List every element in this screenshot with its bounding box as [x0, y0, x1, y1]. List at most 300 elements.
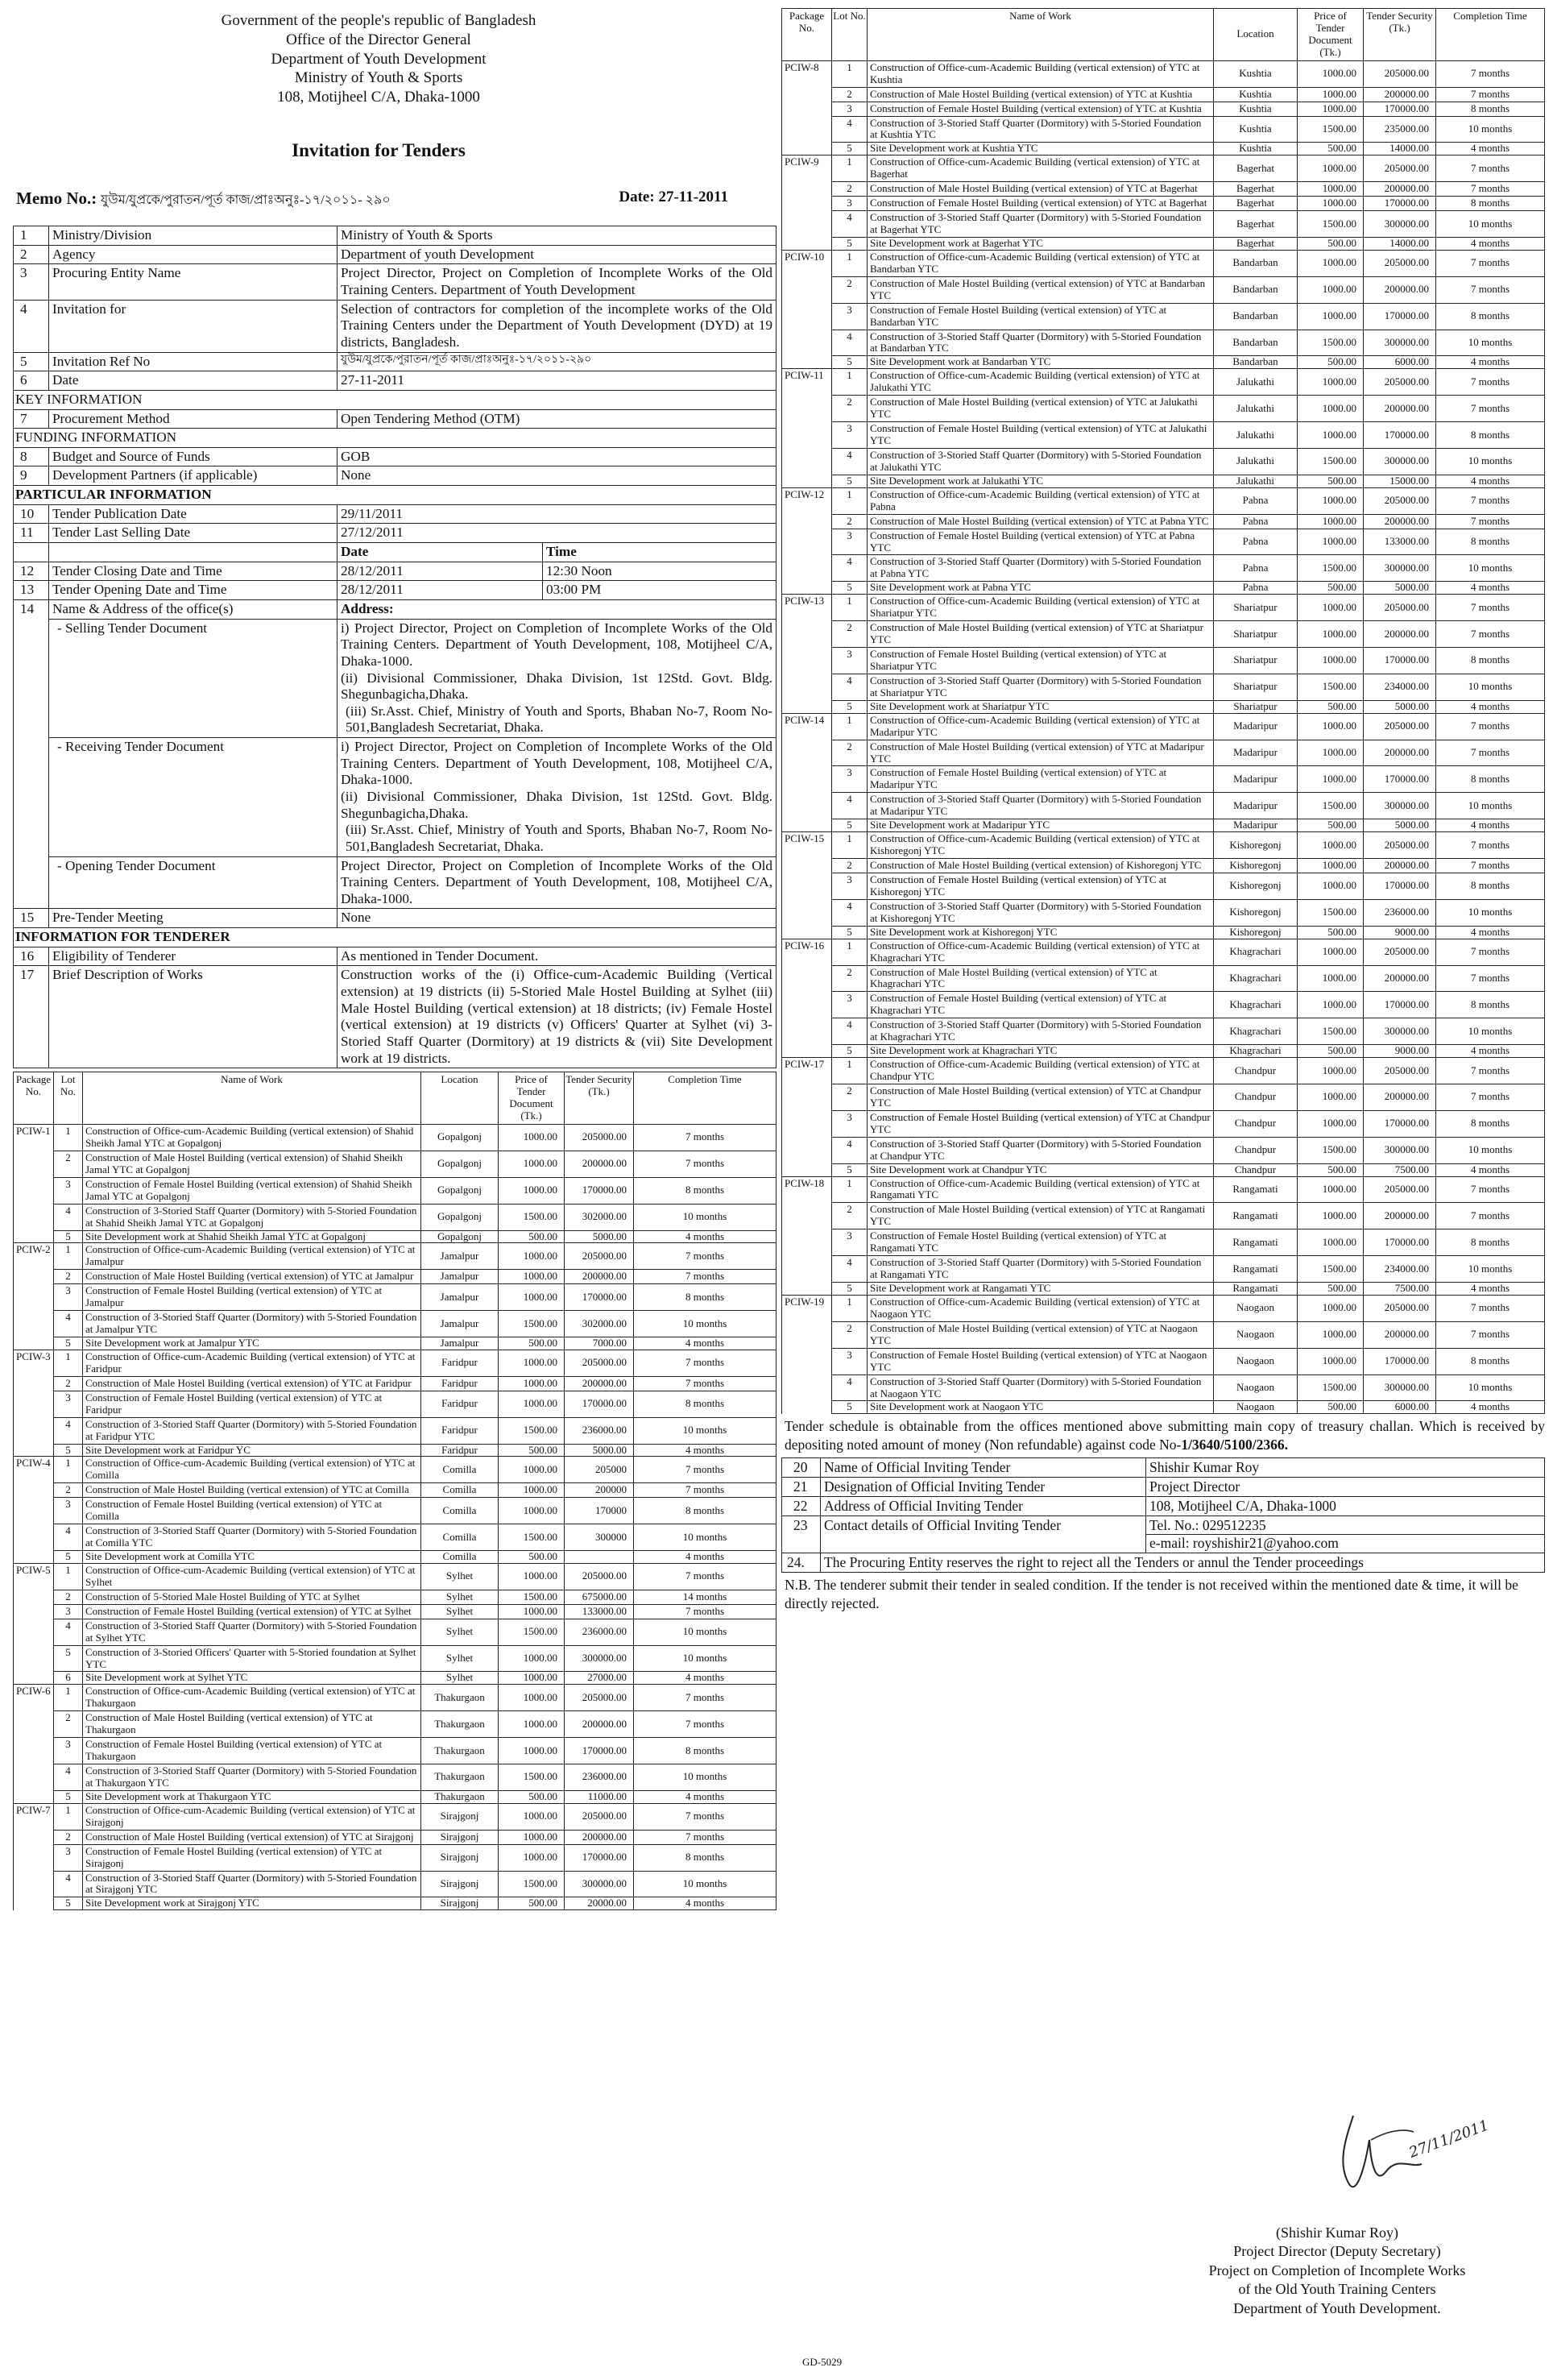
completion-time: 7 months [634, 1685, 776, 1711]
package-number [782, 700, 832, 713]
lot-row [14, 1830, 776, 1844]
work-name: Construction of Office-cum-Academic Building (vertical extension) of YTC at Bandarban YTC [868, 250, 1214, 276]
time-heading: Time [543, 543, 776, 562]
tender-security: 205000.00 [1364, 713, 1436, 740]
document-price: 1000.00 [499, 1284, 565, 1311]
document-price: 1000.00 [1298, 740, 1364, 766]
address-line: (iii) Sr.Asst. Chief, Ministry of Youth and Sports, Bhaban No-7, Room No-501,Bangladesh Secretariat, Dhaka. [346, 822, 772, 854]
lot-number: 2 [832, 87, 868, 102]
info-row [14, 738, 776, 856]
completion-time: 7 months [1436, 396, 1545, 422]
work-name: Construction of Female Hostel Building (vertical extension) of YTC at Bagerhat [868, 197, 1214, 211]
lot-number: 4 [832, 899, 868, 926]
work-name: Construction of Office-cum-Academic Building (vertical extension) of YTC at Bagerhat [868, 155, 1214, 182]
completion-time: 8 months [1436, 422, 1545, 449]
location: Chandpur [1214, 1163, 1298, 1176]
tender-security: 170000.00 [1364, 766, 1436, 793]
package-number: PCIW-6 [14, 1685, 54, 1711]
lot-row [14, 1417, 776, 1444]
document-price: 1000.00 [499, 1738, 565, 1764]
tender-security: 205000.00 [565, 1125, 634, 1151]
row-value: GOB [338, 447, 776, 466]
package-number [782, 475, 832, 487]
info-row [14, 966, 776, 1068]
lot-row [782, 713, 1545, 740]
work-name: Construction of Female Hostel Building (vertical extension) of YTC at Thakurgaon [83, 1738, 421, 1764]
tender-security: 200000 [565, 1483, 634, 1498]
tender-security: 5000.00 [1364, 819, 1436, 832]
document-price: 1000.00 [1298, 1084, 1364, 1110]
row-number: 21 [782, 1477, 821, 1496]
lot-number: 1 [54, 1125, 83, 1151]
tender-security: 200000.00 [1364, 87, 1436, 102]
tender-security: 170000.00 [565, 1284, 634, 1311]
lot-row [14, 1524, 776, 1551]
col-header-time: Completion Time [634, 1072, 776, 1125]
location: Faridpur [421, 1444, 499, 1457]
document-price: 1000.00 [499, 1125, 565, 1151]
row-date: 28/12/2011 [338, 562, 543, 581]
lot-number: 3 [54, 1177, 83, 1204]
package-number [782, 819, 832, 832]
document-price: 1000.00 [1298, 832, 1364, 859]
tender-security: 170000.00 [565, 1844, 634, 1871]
lot-row [14, 1619, 776, 1645]
package-number: PCIW-18 [782, 1176, 832, 1203]
lot-number: 4 [54, 1524, 83, 1551]
lot-number: 3 [832, 1348, 868, 1375]
lot-row [14, 1738, 776, 1764]
tender-security: 170000.00 [1364, 648, 1436, 674]
tender-security: 200000.00 [1364, 965, 1436, 992]
tender-security: 300000.00 [1364, 1375, 1436, 1401]
lot-row [782, 1203, 1545, 1229]
tender-security: 200000.00 [565, 1711, 634, 1738]
document-price: 1500.00 [1298, 674, 1364, 700]
tender-security: 300000.00 [1364, 1018, 1436, 1045]
package-number [14, 1830, 54, 1844]
row-value: Construction works of the (i) Office-cum-Academic Building (Vertical extension) at 19 districts (ii) 5-Storied Male Hostel Building at Sylhet (iii) Male Hostel Building (vertical extension) at 18 districts; (iv) Female Hostel (vertical extension) at 19 districts (v) Officers' Quarter at Sylhet (vi) 3-Storied Staff Quarter (Dormitory) at 19 districts & (vii) Site Development work at 19 districts. [338, 966, 776, 1068]
work-name: Site Development work at Kushtia YTC [868, 143, 1214, 155]
lot-row [14, 1177, 776, 1204]
tender-security: 7500.00 [1364, 1163, 1436, 1176]
document-price: 1000.00 [499, 1498, 565, 1524]
location: Gopalgonj [421, 1151, 499, 1177]
location: Sylhet [421, 1619, 499, 1645]
col-header-security: Tender Security (Tk.) [565, 1072, 634, 1125]
location: Chandpur [1214, 1084, 1298, 1110]
tender-security [565, 1551, 634, 1564]
completion-time: 7 months [1436, 182, 1545, 197]
work-name: Construction of Office-cum-Academic Building (vertical extension) of YTC at Kushtia [868, 60, 1214, 87]
work-name: Construction of Male Hostel Building (vertical extension) of Kishoregonj YTC [868, 859, 1214, 873]
work-name: Construction of Male Hostel Building (vertical extension) of YTC at Chandpur YTC [868, 1084, 1214, 1110]
info-row [782, 1477, 1545, 1496]
document-price: 1000.00 [1298, 155, 1364, 182]
tender-security: 235000.00 [1364, 116, 1436, 143]
lot-number: 1 [54, 1563, 83, 1590]
work-name: Construction of Male Hostel Building (vertical extension) of YTC at Faridpur [83, 1376, 421, 1391]
lot-row [782, 674, 1545, 700]
lot-row [782, 87, 1545, 102]
location: Kushtia [1214, 143, 1298, 155]
package-number [14, 1230, 54, 1243]
document-price: 500.00 [499, 1790, 565, 1803]
tender-security: 205000.00 [1364, 369, 1436, 396]
lot-number: 2 [54, 1151, 83, 1177]
completion-time: 10 months [1436, 555, 1545, 582]
location: Faridpur [421, 1417, 499, 1444]
tender-security: 170000.00 [1364, 303, 1436, 330]
completion-time: 7 months [1436, 621, 1545, 648]
treasury-code: 1/3640/5100/2366. [1181, 1437, 1289, 1453]
lot-number: 1 [54, 1350, 83, 1376]
package-number [14, 1672, 54, 1685]
document-price: 1000.00 [1298, 766, 1364, 793]
document-price: 1500.00 [1298, 555, 1364, 582]
document-price: 1000.00 [1298, 396, 1364, 422]
tender-security: 9000.00 [1364, 926, 1436, 939]
package-number [782, 674, 832, 700]
location: Jalukathi [1214, 475, 1298, 487]
completion-time: 10 months [1436, 674, 1545, 700]
lot-number: 5 [832, 1283, 868, 1296]
lot-number: 5 [832, 356, 868, 369]
row-value: Address: [338, 599, 776, 619]
document-price: 500.00 [1298, 1401, 1364, 1414]
completion-time: 7 months [634, 1457, 776, 1483]
lot-number: 5 [832, 237, 868, 250]
location: Jalukathi [1214, 448, 1298, 475]
work-name: Construction of Office-cum-Academic Building (vertical extension) of YTC at Khagrachari YTC [868, 939, 1214, 965]
work-name: Construction of 3-Storied Staff Quarter (Dormitory) with 5-Storied Foundation at Rangamati YTC [868, 1256, 1214, 1283]
lot-number: 3 [832, 648, 868, 674]
tender-security: 200000.00 [565, 1151, 634, 1177]
lot-number: 2 [832, 276, 868, 303]
completion-time: 4 months [634, 1230, 776, 1243]
location: Rangamati [1214, 1203, 1298, 1229]
lot-number: 5 [54, 1897, 83, 1910]
tender-security: 200000.00 [1364, 859, 1436, 873]
package-number [14, 1311, 54, 1337]
location: Madaripur [1214, 793, 1298, 819]
row-number: 1 [14, 226, 49, 246]
tender-security: 6000.00 [1364, 356, 1436, 369]
memo-date-label: Date: [619, 189, 655, 206]
package-number [782, 529, 832, 555]
col-header-work: Name of Work [83, 1072, 421, 1125]
location: Chandpur [1214, 1137, 1298, 1163]
letterhead-line: Department of Youth Development [271, 50, 487, 68]
lot-row [782, 487, 1545, 514]
location: Bagerhat [1214, 155, 1298, 182]
lot-number: 3 [832, 766, 868, 793]
document-price: 1000.00 [1298, 197, 1364, 211]
location: Rangamati [1214, 1176, 1298, 1203]
work-name: Site Development work at Naogaon YTC [868, 1401, 1214, 1414]
location: Jalukathi [1214, 422, 1298, 449]
section-row [14, 390, 776, 409]
package-number [782, 740, 832, 766]
lot-row [782, 330, 1545, 356]
row-time: 12:30 Noon [543, 562, 776, 581]
completion-time: 7 months [1436, 1203, 1545, 1229]
lot-row [782, 1348, 1545, 1375]
document-price: 500.00 [1298, 143, 1364, 155]
document-price: 1000.00 [499, 1151, 565, 1177]
document-price: 1500.00 [1298, 330, 1364, 356]
work-name: Site Development work at Thakurgaon YTC [83, 1790, 421, 1803]
lot-number: 1 [832, 250, 868, 276]
lot-row [14, 1151, 776, 1177]
work-name: Construction of 3-Storied Staff Quarter (Dormitory) with 5-Storied Foundation at Comilla YTC [83, 1524, 421, 1551]
row-key: Tender Closing Date and Time [49, 562, 338, 581]
tender-security: 205000.00 [1364, 1176, 1436, 1203]
lot-number: 6 [54, 1672, 83, 1685]
lot-number: 3 [832, 422, 868, 449]
document-price: 1000.00 [1298, 60, 1364, 87]
package-number: PCIW-16 [782, 939, 832, 965]
tender-security: 200000.00 [1364, 621, 1436, 648]
document-price: 1000.00 [499, 1350, 565, 1376]
row-key: Invitation Ref No [49, 352, 338, 371]
work-name: Construction of Male Hostel Building (vertical extension) of YTC at Bagerhat [868, 182, 1214, 197]
tender-security: 300000.00 [565, 1871, 634, 1897]
tender-security: 14000.00 [1364, 143, 1436, 155]
lot-row [14, 1604, 776, 1619]
package-number [782, 211, 832, 238]
tender-security: 234000.00 [1364, 674, 1436, 700]
package-number [14, 1790, 54, 1803]
package-number [782, 1375, 832, 1401]
row-value: 27-11-2011 [338, 371, 776, 391]
tender-security: 234000.00 [1364, 1256, 1436, 1283]
package-number [782, 116, 832, 143]
package-number [14, 1444, 54, 1457]
work-name: Construction of Male Hostel Building (vertical extension) of Shahid Sheikh Jamal YTC at Gopalgonj [83, 1151, 421, 1177]
tender-security: 7500.00 [1364, 1283, 1436, 1296]
tender-security: 205000.00 [1364, 60, 1436, 87]
location: Bandarban [1214, 250, 1298, 276]
completion-time: 7 months [1436, 1084, 1545, 1110]
document-price: 1500.00 [1298, 1137, 1364, 1163]
completion-time: 7 months [634, 1711, 776, 1738]
work-name: Construction of Office-cum-Academic Building (vertical extension) of YTC at Faridpur [83, 1350, 421, 1376]
work-name: Construction of Office-cum-Academic Building (vertical extension) of YTC at Comilla [83, 1457, 421, 1483]
row-value: 29/11/2011 [338, 504, 776, 524]
package-number: PCIW-15 [782, 832, 832, 859]
document-price: 1000.00 [1298, 1348, 1364, 1375]
lot-row [782, 237, 1545, 250]
lot-row [14, 1230, 776, 1243]
lot-row [782, 276, 1545, 303]
package-number: PCIW-5 [14, 1563, 54, 1590]
package-number [14, 1151, 54, 1177]
document-price: 1000.00 [1298, 303, 1364, 330]
lot-number: 4 [54, 1311, 83, 1337]
tender-security: 27000.00 [565, 1672, 634, 1685]
tender-security: 205000.00 [1364, 595, 1436, 621]
package-number [782, 965, 832, 992]
completion-time: 4 months [1436, 1283, 1545, 1296]
lot-number: 2 [832, 1203, 868, 1229]
lot-number: 2 [54, 1483, 83, 1498]
lot-number: 5 [54, 1790, 83, 1803]
lot-number: 1 [832, 595, 868, 621]
package-number [782, 197, 832, 211]
lot-number: 1 [832, 487, 868, 514]
work-name: Construction of Female Hostel Building (vertical extension) of YTC at Jalukathi YTC [868, 422, 1214, 449]
work-name: Construction of Female Hostel Building (vertical extension) of YTC at Chandpur YTC [868, 1110, 1214, 1137]
lot-number: 4 [832, 1375, 868, 1401]
lot-row [14, 1790, 776, 1803]
location: Shariatpur [1214, 700, 1298, 713]
lot-row [782, 514, 1545, 529]
completion-time: 4 months [1436, 582, 1545, 595]
document-price: 1000.00 [1298, 648, 1364, 674]
completion-time: 7 months [1436, 832, 1545, 859]
row-value: 108, Motijheel C/A, Dhaka-1000 [1146, 1496, 1545, 1515]
package-number: PCIW-14 [782, 713, 832, 740]
lot-number: 4 [832, 211, 868, 238]
lots-header-row [14, 1072, 776, 1125]
lot-number: 5 [832, 926, 868, 939]
lot-number: 1 [832, 1176, 868, 1203]
location: Bagerhat [1214, 237, 1298, 250]
lot-number: 2 [832, 396, 868, 422]
memo-date-value: 27-11-2011 [658, 189, 728, 206]
document-price: 1000.00 [1298, 1321, 1364, 1348]
info-row [14, 947, 776, 966]
signature-date: 27/11/2011 [1406, 2117, 1492, 2162]
location: Bandarban [1214, 303, 1298, 330]
location: Bandarban [1214, 330, 1298, 356]
lot-row [782, 1375, 1545, 1401]
tender-security: 200000.00 [565, 1376, 634, 1391]
document-price: 1500.00 [499, 1417, 565, 1444]
address-line: (ii) Divisional Commissioner, Dhaka Division, 1st 12Std. Govt. Bldg. Shegunbagicha,Dhaka. [341, 789, 772, 821]
document-price: 1500.00 [1298, 793, 1364, 819]
info-row [14, 466, 776, 486]
tender-security: 6000.00 [1364, 1401, 1436, 1414]
work-name: Construction of Female Hostel Building (vertical extension) of YTC at Shariatpur YTC [868, 648, 1214, 674]
lot-number: 1 [832, 713, 868, 740]
lot-number: 2 [832, 740, 868, 766]
package-number [782, 793, 832, 819]
row-date: 28/12/2011 [338, 581, 543, 600]
completion-time: 7 months [1436, 155, 1545, 182]
work-name: Construction of 3-Storied Staff Quarter (Dormitory) with 5-Storied Foundation at Jamalpur YTC [83, 1311, 421, 1337]
package-number [14, 1590, 54, 1604]
document-price: 1000.00 [1298, 369, 1364, 396]
completion-time: 4 months [1436, 143, 1545, 155]
row-key: Name of Official Inviting Tender [821, 1457, 1146, 1477]
receiving-addresses [338, 738, 776, 856]
location: Kishoregonj [1214, 832, 1298, 859]
completion-time: 10 months [1436, 1018, 1545, 1045]
package-number [782, 1256, 832, 1283]
info-row [14, 300, 776, 352]
row-value: Open Tendering Method (OTM) [338, 409, 776, 429]
document-price: 1000.00 [499, 1830, 565, 1844]
completion-time: 7 months [1436, 859, 1545, 873]
document-price: 1000.00 [499, 1376, 565, 1391]
row-key: Budget and Source of Funds [49, 447, 338, 466]
location: Gopalgonj [421, 1230, 499, 1243]
work-name: Site Development work at Sirajgonj YTC [83, 1897, 421, 1910]
package-number [782, 555, 832, 582]
lot-number: 5 [832, 1163, 868, 1176]
lot-number: 5 [54, 1337, 83, 1350]
lot-number: 1 [832, 155, 868, 182]
lot-row [782, 182, 1545, 197]
lot-row [782, 939, 1545, 965]
tender-security: 133000.00 [565, 1604, 634, 1619]
work-name: Construction of Male Hostel Building (vertical extension) of YTC at Rangamati YTC [868, 1203, 1214, 1229]
work-name: Construction of 3-Storied Staff Quarter (Dormitory) with 5-Storied Foundation at Pabna YTC [868, 555, 1214, 582]
work-name: Construction of Female Hostel Building (vertical extension) of YTC at Naogaon YTC [868, 1348, 1214, 1375]
work-name: Construction of Male Hostel Building (vertical extension) of YTC at Madaripur YTC [868, 740, 1214, 766]
completion-time: 10 months [634, 1764, 776, 1791]
document-price: 1000.00 [1298, 529, 1364, 555]
info-row [14, 909, 776, 928]
signature-image [1321, 2108, 1492, 2204]
lot-row [782, 1176, 1545, 1203]
lot-row [782, 60, 1545, 87]
location: Bagerhat [1214, 197, 1298, 211]
memo-line [16, 189, 728, 209]
work-name: Construction of Office-cum-Academic Building (vertical extension) of YTC at Jamalpur [83, 1243, 421, 1270]
completion-time: 7 months [634, 1270, 776, 1284]
row-value: Project Director [1146, 1477, 1545, 1496]
row-key: - Receiving Tender Document [49, 738, 338, 856]
section-row [14, 486, 776, 505]
col-header-price: Price of Tender Document (Tk.) [499, 1072, 565, 1125]
lot-row [782, 819, 1545, 832]
lot-row [14, 1391, 776, 1417]
lots-body-left [14, 1125, 776, 1910]
completion-time: 8 months [1436, 303, 1545, 330]
completion-time: 10 months [1436, 1375, 1545, 1401]
package-number [14, 1604, 54, 1619]
work-name: Construction of Female Hostel Building (vertical extension) of YTC at Madaripur YTC [868, 766, 1214, 793]
tender-security: 236000.00 [565, 1417, 634, 1444]
completion-time: 8 months [634, 1391, 776, 1417]
lot-number: 3 [54, 1738, 83, 1764]
location: Madaripur [1214, 766, 1298, 793]
package-number: PCIW-8 [782, 60, 832, 87]
row-number: 9 [14, 466, 49, 486]
package-number [14, 1645, 54, 1672]
nb-note: N.B. The tenderer submit their tender in sealed condition. If the tender is not received within the mentioned date & time, it will be directly rejected. [785, 1576, 1518, 1611]
document-price: 1000.00 [499, 1177, 565, 1204]
package-number [782, 621, 832, 648]
lot-row [14, 1483, 776, 1498]
lot-number: 1 [54, 1243, 83, 1270]
document-price: 1000.00 [499, 1803, 565, 1830]
tender-security: 205000.00 [1364, 487, 1436, 514]
lot-number: 4 [832, 1137, 868, 1163]
package-number [782, 1018, 832, 1045]
location: Kushtia [1214, 116, 1298, 143]
lot-number: 4 [54, 1619, 83, 1645]
work-name: Site Development work at Jalukathi YTC [868, 475, 1214, 487]
tender-security: 170000.00 [1364, 422, 1436, 449]
info-row [782, 1457, 1545, 1477]
lot-number: 3 [54, 1604, 83, 1619]
completion-time: 4 months [1436, 475, 1545, 487]
completion-time: 8 months [1436, 1348, 1545, 1375]
